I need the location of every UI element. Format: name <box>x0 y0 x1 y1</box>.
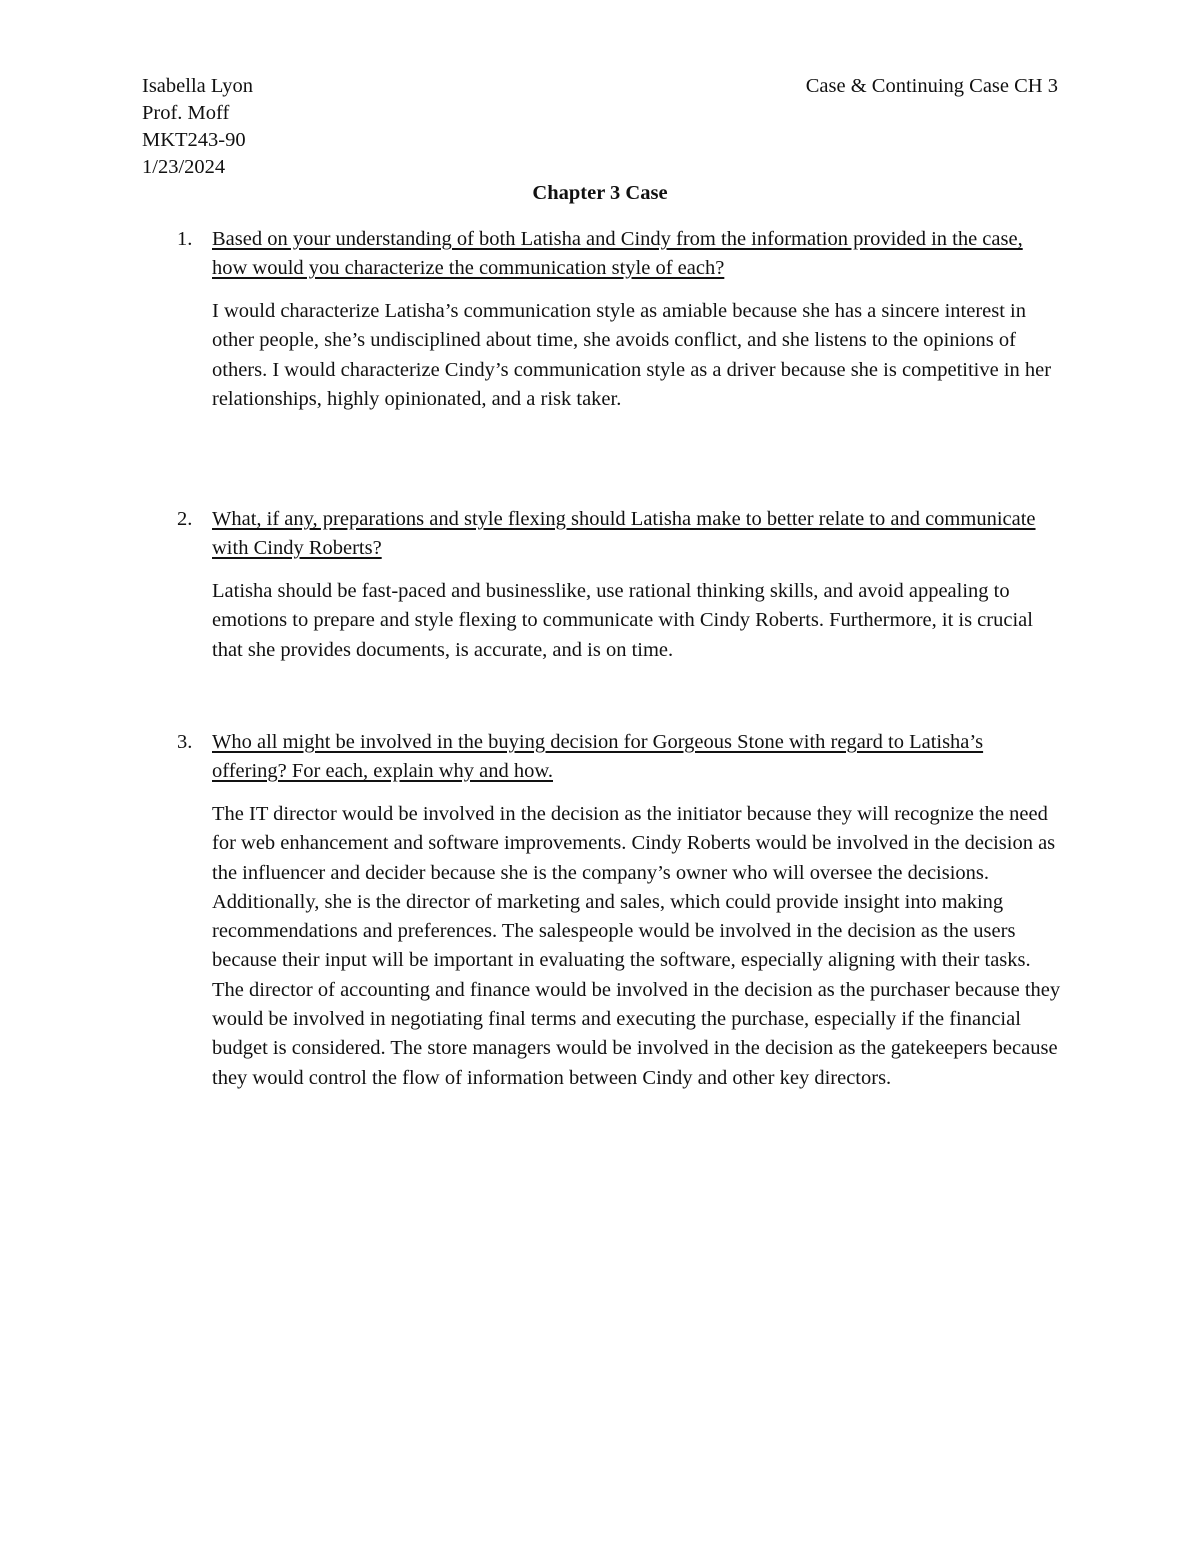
question-block-1 <box>142 225 1062 414</box>
question-text: Based on your understanding of both Latisha and Cindy from the information provided in the case, how would you characterize the communication style of each? <box>212 228 1023 279</box>
course-code: MKT243-90 <box>142 129 246 151</box>
professor-name: Prof. Moff <box>142 102 230 124</box>
author-name: Isabella Lyon <box>142 75 254 97</box>
question-text: Who all might be involved in the buying decision for Gorgeous Stone with regard to Latisha’s offering? For each, explain why and how. <box>212 731 984 782</box>
assignment-title: Case & Continuing Case CH 3 <box>805 75 1058 97</box>
header-info <box>142 73 253 181</box>
question-block-3 <box>142 728 1062 1093</box>
question-number: 3. <box>177 731 193 753</box>
question-number: 1. <box>177 228 193 250</box>
page-title: Chapter 3 Case <box>532 182 668 204</box>
question-block-2 <box>142 505 1062 665</box>
question-number: 2. <box>177 508 193 530</box>
answer-text: The IT director would be involved in the decision as the initiator because they will recognize the need for web enhancement and software improvements. Cindy Roberts would be involved in the decision as the influencer and decider because she is the company’s owner who will oversee the decisions. Additionally, she is the director of marketing and sales, which could provide insight into making recommendations and preferences. The salespeople would be involved in the decision as the users because their input will be important in evaluating the software, especially aligning with their tasks. The director of accounting and finance would be involved in the decision as the purchaser because they would be involved in negotiating final terms and executing the purchase, especially if the financial budget is considered. The store managers would be involved in the decision as the gatekeepers because they would control the flow of information between Cindy and other key directors. <box>212 803 1061 1089</box>
document-date: 1/23/2024 <box>142 156 226 178</box>
answer-text: Latisha should be fast-paced and businesslike, use rational thinking skills, and avoid appealing to emotions to prepare and style flexing to communicate with Cindy Roberts. Furthermore, it is crucial that she provides documents, is accurate, and is on time. <box>212 580 1033 661</box>
question-text: What, if any, preparations and style flexing should Latisha make to better relate to and communicate with Cindy Roberts? <box>212 508 1036 559</box>
answer-text: I would characterize Latisha’s communication style as amiable because she has a sincere interest in other people, she’s undisciplined about time, she avoids conflict, and she listens to the opinions of others. I would characterize Cindy’s communication style as a driver because she is competitive in her relationships, highly opinionated, and a risk taker. <box>212 300 1052 410</box>
